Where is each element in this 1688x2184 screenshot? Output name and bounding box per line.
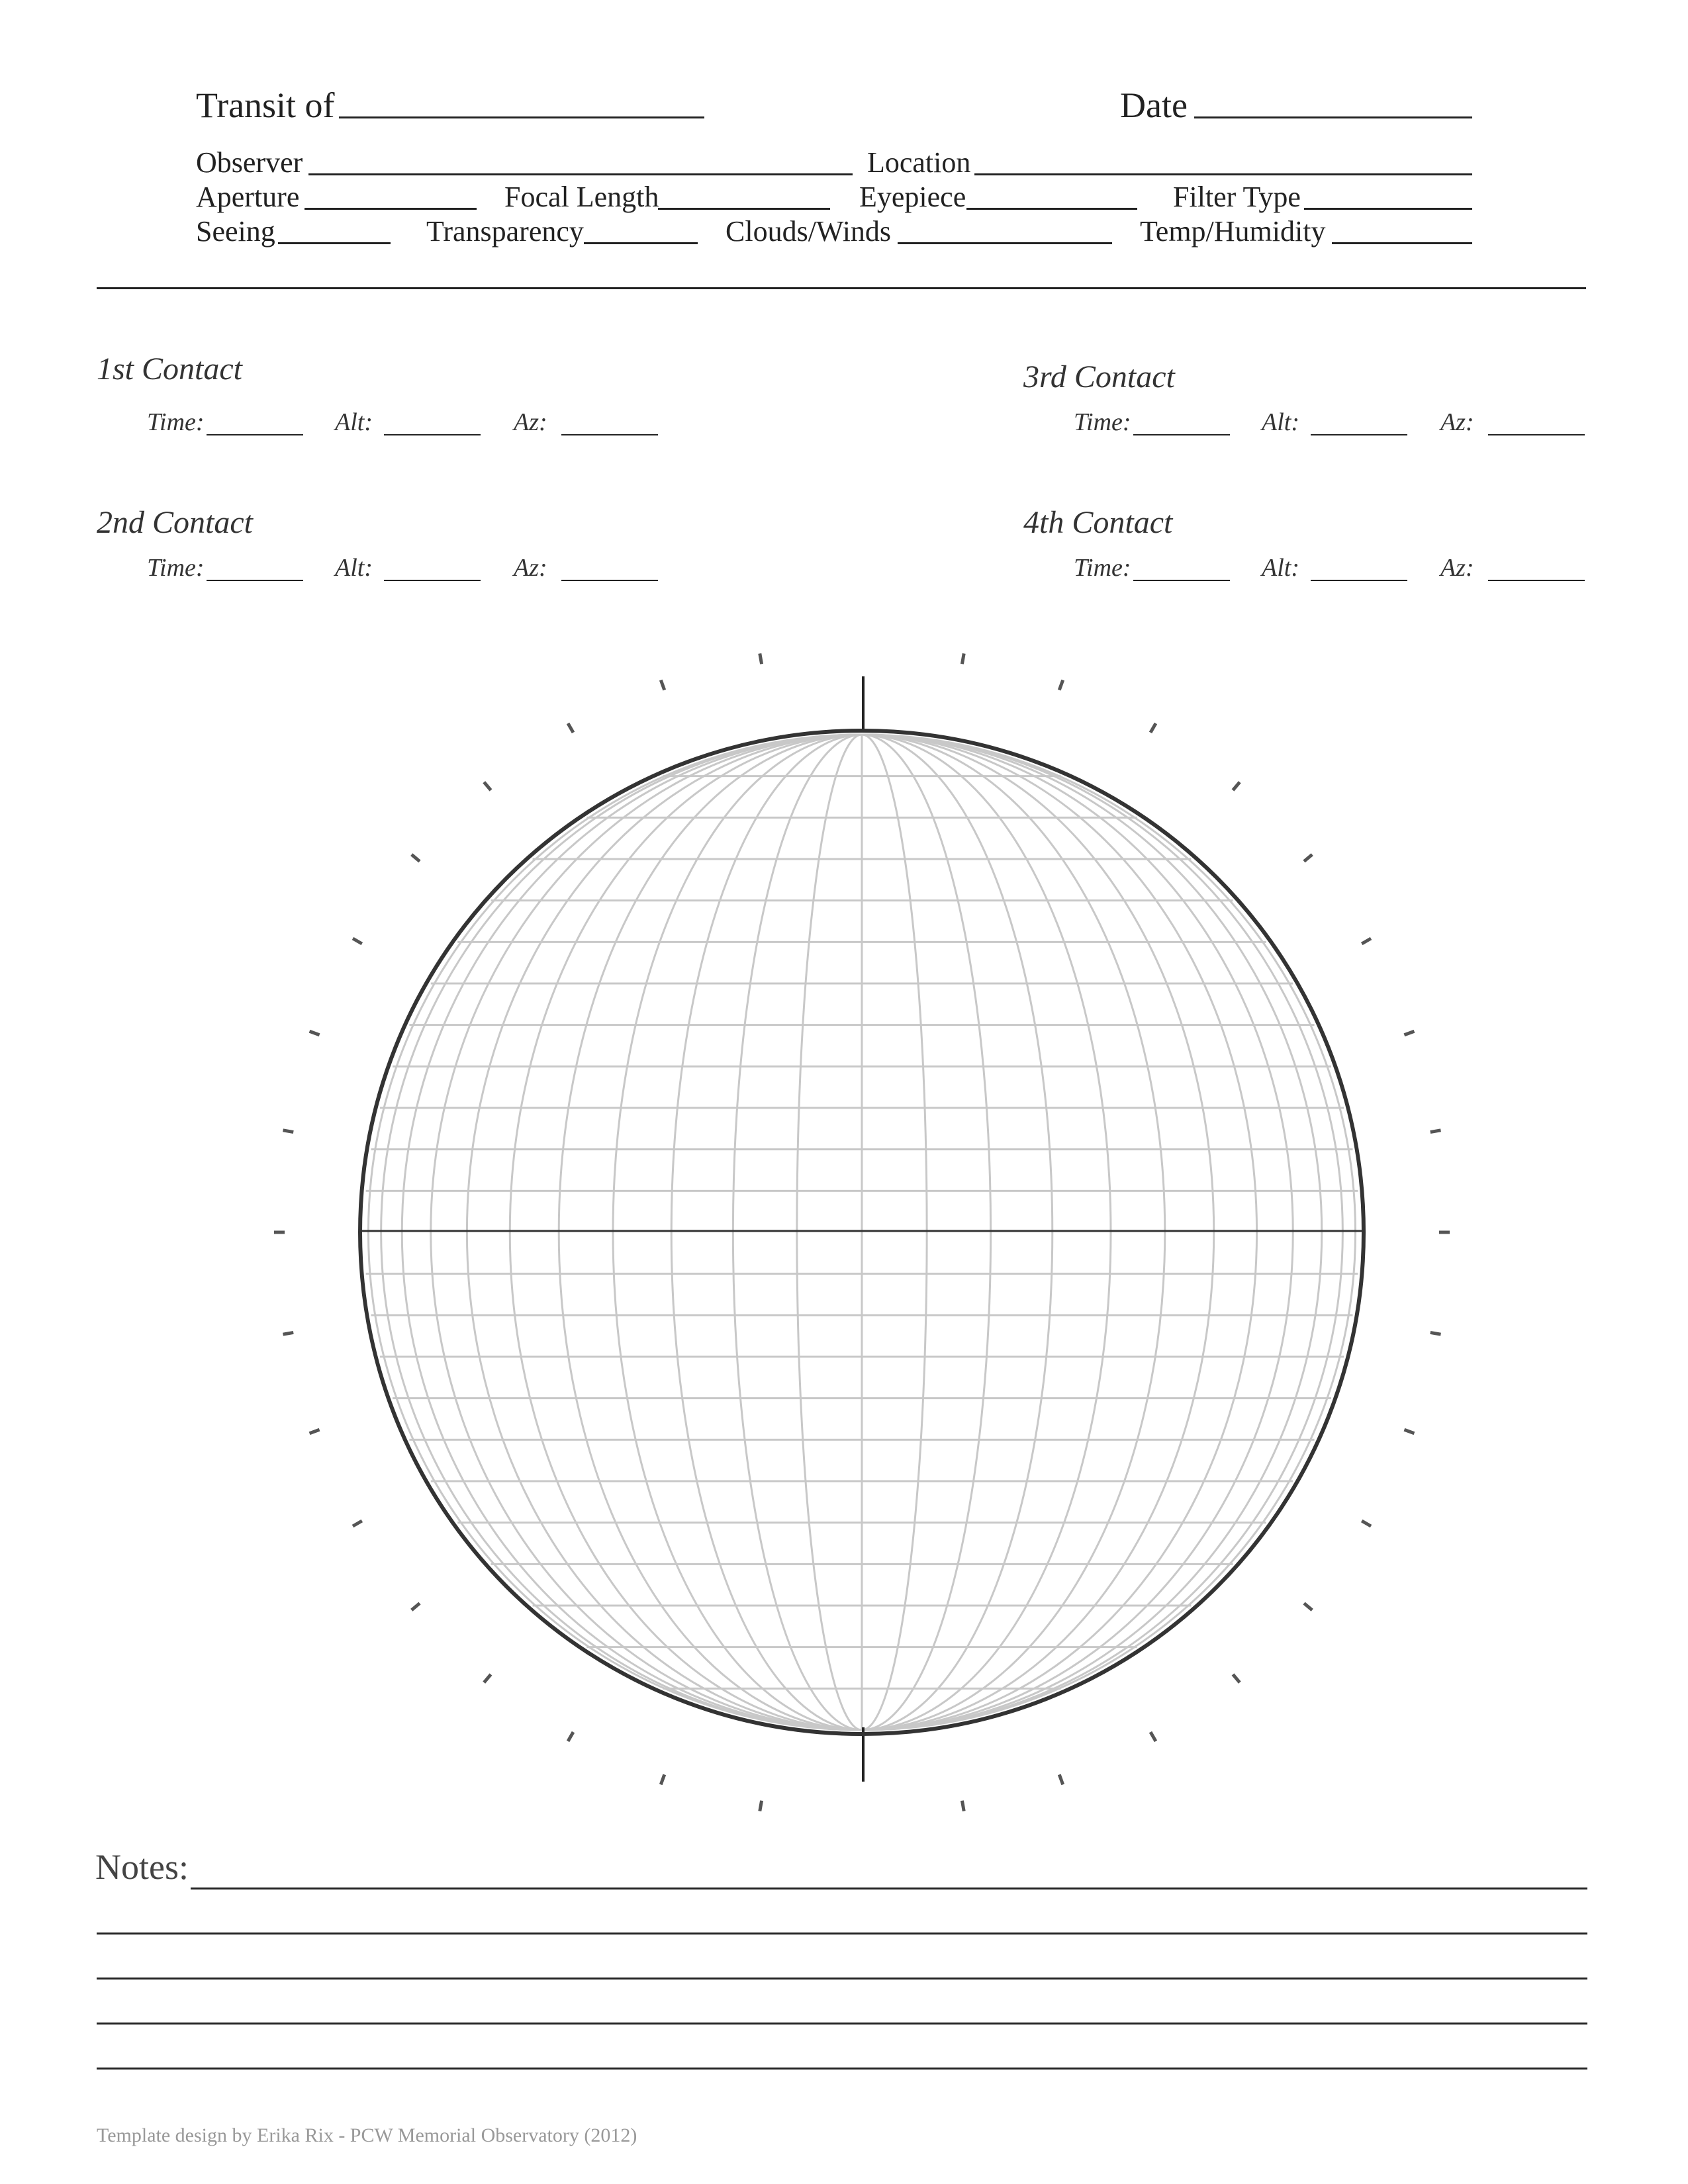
pa-tick (353, 1521, 362, 1526)
location-label: Location (867, 146, 971, 179)
alt-label: Alt: (1262, 554, 1299, 582)
temp-humidity-label: Temp/Humidity (1140, 215, 1326, 248)
pa-tick (310, 1031, 320, 1034)
pa-tick (353, 938, 362, 944)
pa-tick (760, 653, 762, 664)
pa-tick (760, 1801, 762, 1811)
pa-tick (283, 1130, 293, 1132)
pa-tick (1362, 938, 1371, 944)
pa-tick (484, 782, 491, 790)
date-label: Date (1120, 85, 1188, 125)
pa-tick (1059, 1774, 1062, 1784)
footer-credit: Template design by Erika Rix - PCW Memorial Observatory (2012) (97, 2124, 637, 2146)
time-label: Time: (147, 408, 205, 436)
clouds-winds-label: Clouds/Winds (726, 215, 892, 248)
pa-tick (568, 1732, 573, 1741)
transparency-label: Transparency (426, 215, 584, 248)
pa-tick (1430, 1332, 1441, 1334)
az-label: Az: (1440, 554, 1474, 582)
pa-tick (1233, 782, 1240, 790)
filter-type-label: Filter Type (1173, 181, 1301, 213)
transit-of-label: Transit of (196, 85, 335, 125)
notes-line[interactable] (97, 1978, 1587, 1979)
notes-line[interactable] (97, 1933, 1587, 1934)
contact-title: 2nd Contact (97, 505, 253, 540)
pa-tick (1150, 1732, 1156, 1741)
seeing-label: Seeing (196, 215, 275, 248)
pa-tick (661, 1774, 664, 1784)
pa-tick (283, 1332, 293, 1334)
contact-title: 3rd Contact (1023, 359, 1175, 394)
notes-label: Notes: (95, 1847, 189, 1887)
alt-label: Alt: (335, 554, 373, 582)
az-label: Az: (1440, 408, 1474, 436)
contact-title: 4th Contact (1023, 505, 1173, 540)
pa-tick (962, 653, 964, 664)
aperture-label: Aperture (196, 181, 300, 213)
alt-label: Alt: (1262, 408, 1299, 436)
pa-tick (1304, 854, 1312, 861)
notes-line[interactable] (191, 1888, 1587, 1889)
pa-tick (1404, 1430, 1414, 1433)
pa-tick (568, 723, 573, 733)
pa-tick (1233, 1674, 1240, 1682)
focal-length-label: Focal Length (504, 181, 659, 213)
observer-label: Observer (196, 146, 303, 179)
notes-line[interactable] (97, 2068, 1587, 2070)
pa-tick (310, 1430, 320, 1433)
alt-label: Alt: (335, 408, 373, 436)
pa-tick (1304, 1604, 1312, 1610)
pa-tick (1150, 723, 1156, 733)
pa-tick (1430, 1130, 1441, 1132)
pa-tick (1362, 1521, 1371, 1526)
pa-tick (412, 854, 420, 861)
az-label: Az: (514, 554, 547, 582)
pa-tick (661, 680, 664, 690)
disk-grid (366, 735, 1358, 1730)
time-label: Time: (1074, 408, 1131, 436)
time-label: Time: (1074, 554, 1131, 582)
az-label: Az: (514, 408, 547, 436)
pa-tick (1059, 680, 1062, 690)
contact-title: 1st Contact (97, 351, 243, 387)
pa-tick (962, 1801, 964, 1811)
pa-tick (484, 1674, 491, 1682)
notes-line[interactable] (97, 2023, 1587, 2025)
pa-tick (412, 1604, 420, 1610)
pa-tick (1404, 1031, 1414, 1034)
eyepiece-label: Eyepiece (859, 181, 966, 213)
time-label: Time: (147, 554, 205, 582)
